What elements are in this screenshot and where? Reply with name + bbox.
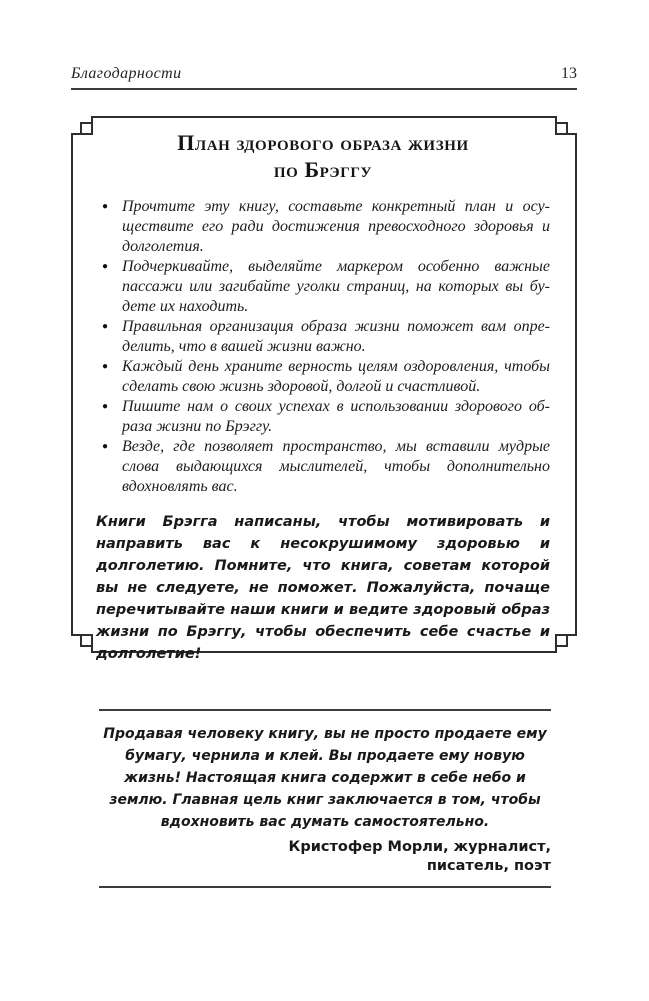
frame-title <box>96 129 550 183</box>
frame-title-line1: План здорового образа жизни <box>177 130 469 155</box>
bullet-icon: ● <box>102 401 109 412</box>
bullet-item <box>96 357 550 397</box>
quote-top-rule <box>99 709 551 711</box>
bullet-item-text: Прочтите эту книгу, составьте конкретный план и осуществите его ради достижения превосходного здоровья и долголетия. <box>122 198 550 255</box>
quote-attribution <box>99 838 551 876</box>
quote-text: Продавая человеку книгу, вы не просто продаете ему бумагу, чернила и клей. Вы продаете ему новую жизнь! Настоящая книга содержит в себе небо и землю. Главная цель книг заключается в том, чтобы вдохновить вас думать самостоятельно. <box>103 726 547 830</box>
bullet-item <box>96 197 550 257</box>
bullet-item-text: Правильная организация образа жизни поможет вам определить, что в вашей жизни важно. <box>122 318 550 355</box>
bullet-icon: ● <box>102 361 109 372</box>
quote-section <box>99 709 551 888</box>
frame-content <box>96 129 550 680</box>
bullet-icon: ● <box>102 321 109 332</box>
quote-bottom-rule <box>99 886 551 888</box>
bullet-item <box>96 397 550 437</box>
bullet-item <box>96 317 550 357</box>
bullet-item <box>96 257 550 317</box>
bullet-icon: ● <box>102 261 109 272</box>
frame-lead-paragraph: Книги Брэгга написаны, чтобы мотивировать и направить вас к несокрушимому здоровью и долголетию. Помните, что книга, советам которой вы не следуете, не поможет. Пожалуйста, почаще перечитывайте наши книги и ведите здоровый образ жизни по Брэггу, чтобы обеспечить себе счастье и долголетие! <box>96 514 550 662</box>
page-number: 13 <box>561 65 577 82</box>
running-head <box>71 64 577 90</box>
bullet-icon: ● <box>102 441 109 452</box>
bullet-list <box>96 197 550 497</box>
bullet-item-text: Пишите нам о своих успехах в использовании здорового образа жизни по Брэггу. <box>122 398 550 435</box>
ornamental-frame-box <box>70 115 578 662</box>
quote-attribution-line1: Кристофер Морли, журналист, <box>288 839 551 855</box>
bullet-item-text: Везде, где позволяет пространство, мы вставили мудрые слова выдающихся мыслителей, чтобы дополнительно вдохновлять вас. <box>122 438 550 495</box>
running-head-title: Благодарности <box>71 65 182 82</box>
bullet-icon: ● <box>102 201 109 212</box>
frame-title-line2: по Брэггу <box>273 157 373 182</box>
bullet-item <box>96 437 550 497</box>
bullet-item-text: Подчеркивайте, выделяйте маркером особенно важные пассажи или загибайте уголки страниц, на которых вы будете их находить. <box>122 258 550 315</box>
quote-attribution-line2: писатель, поэт <box>426 858 551 874</box>
bullet-item-text: Каждый день храните верность целям оздоровления, чтобы сделать свою жизнь здоровой, долгой и счастливой. <box>122 358 550 395</box>
